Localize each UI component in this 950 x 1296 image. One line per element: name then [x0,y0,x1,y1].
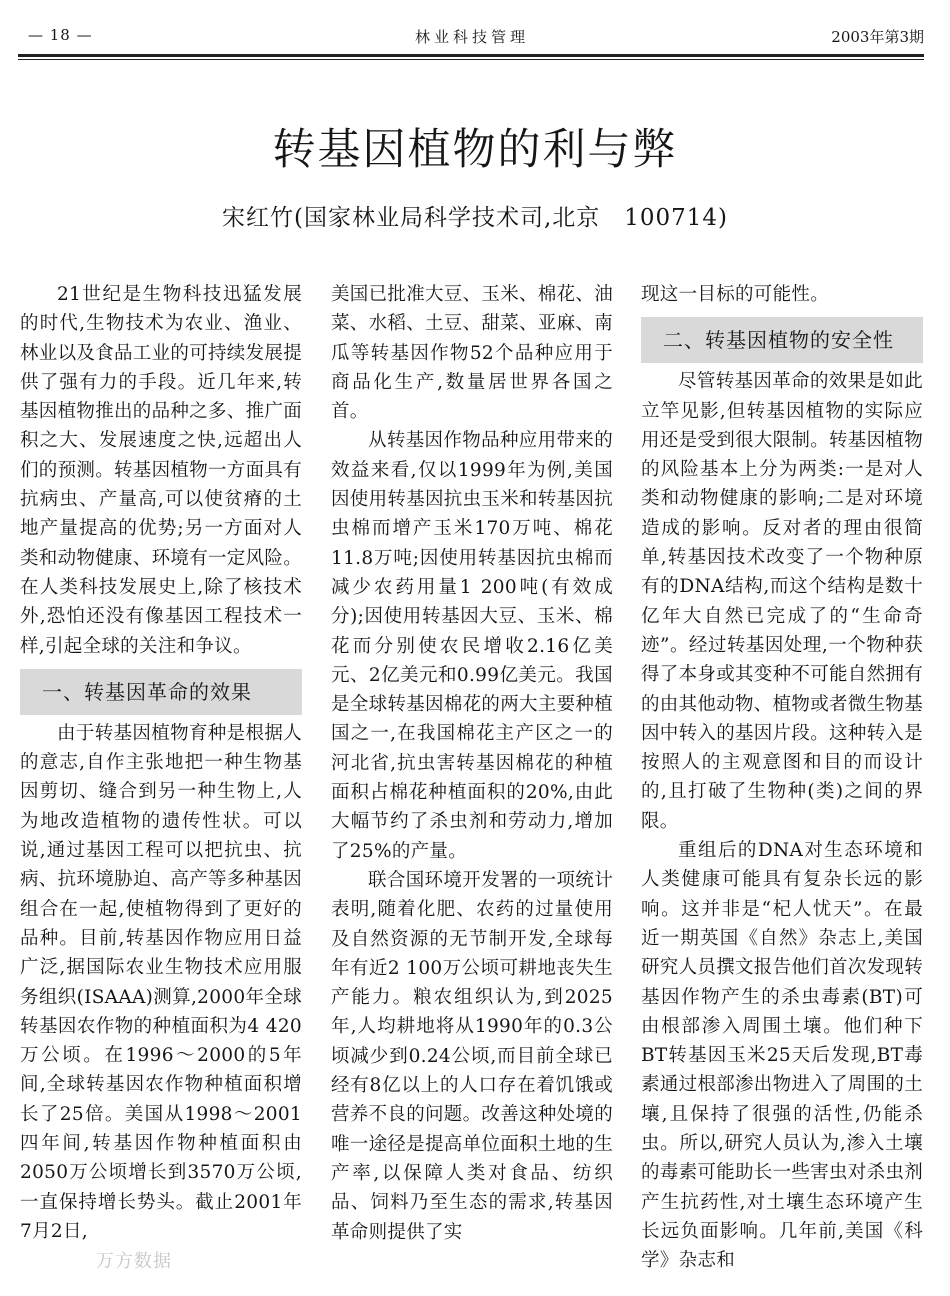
watermark: 万方数据 [96,1251,172,1272]
paragraph: 尽管转基因革命的效果是如此立竿见影,但转基因植物的实际应用还是受到很大限制。转基因植物的风险基本上分为两类:一是对人类和动物健康的影响;二是对环境造成的影响。反对者的理由很简单,转基因技术改变了一个物种原有的DNA结构,而这个结构是数十亿年大自然已完成了的“生命奇迹”。经过转基因处理,一个物种获得了本身或其变种不可能自然拥有的由其他动物、植物或者微生物基因中转入的基因片段。这种转入是按照人的主观意图和目的而设计的,且打破了生物种(类)之间的界限。 [641,371,924,832]
paragraph: 由于转基因植物育种是根据人的意志,自作主张地把一种生物基因剪切、缝合到另一种生物上,人为地改造植物的遗传性状。可以说,通过基因工程可以把抗虫、抗病、抗环境胁迫、高产等多种基因组合在一起,使植物得到了更好的品种。目前,转基因作物应用日益广泛,据国际农业生物技术应用服务组织(ISAAA)测算,2000年全球转基因农作物的种植面积为4 420万公顷。在1996～2000的5年间,全球转基因农作物种植面积增长了25倍。美国从1998～2001四年间,转基因作物种植面积由2050万公顷增长到3570万公顷,一直保持增长势头。截止2001年7月2日, [20,722,303,1242]
paragraph: 联合国环境开发署的一项统计表明,随着化肥、农药的过量使用及自然资源的无节制开发,全球每年有近2 100万公顷可耕地丧失生产能力。粮农组织认为,到2025年,人均耕地将从1990年的0.3公顷减少到0.24公顷,而目前全球已经有8亿以上的人口存在着饥饿或营养不良的问题。改善这种处境的唯一途径是提高单位面积土地的生产率,以保障人类对食品、纺织品、饲料乃至生态的需求,转基因革命则提供了实 [331,869,614,1243]
paragraph: 从转基因作物品种应用带来的效益来看,仅以1999年为例,美国因使用转基因抗虫玉米和转基因抗虫棉而增产玉米170万吨、棉花11.8万吨;因使用转基因抗虫棉而减少农药用量1 200吨(有效成分);因使用转基因大豆、玉米、棉花而分别使农民增收2.16亿美元、2亿美元和0.99亿美元。我国是全球转基因棉花的两大主要种植国之一,在我国棉花主产区之一的河北省,抗虫害转基因棉花的种植面积占棉花种植面积的20%,由此大幅节约了杀虫剂和劳动力,增加了25%的产量。 [331,430,614,862]
paragraph-continued: 美国已批准大豆、玉米、棉花、油菜、水稻、土豆、甜菜、亚麻、南瓜等转基因作物52个品种应用于商品化生产,数量居世界各国之首。 [331,284,614,423]
issue-label: 2003年第3期 [831,28,924,46]
section-heading-1: 一、转基因革命的效果 [20,669,302,715]
article-title: 转基因植物的利与弊 [272,125,678,175]
section-heading-2: 二、转基因植物的安全性 [641,317,923,363]
page-number: — 18 — [28,26,93,44]
paragraph-intro: 21世纪是生物科技迅猛发展的时代,生物技术为农业、渔业、林业以及食品工业的可持续发展提供了强有力的手段。近几年来,转基因植物推出的品种之多、推广面积之大、发展速度之快,远超出人们的预测。转基因植物一方面具有抗病虫、产量高,可以使贫瘠的土地产量提高的优势;另一方面对人类和动物健康、环境有一定风险。在人类科技发展史上,除了核技术外,恐怕还没有像基因工程技术一样,引起全球的关注和争议。 [20,284,303,657]
text-column-1 [20,280,302,1246]
text-column-2 [331,280,613,1247]
running-header [20,26,924,50]
paragraph-continued: 现这一目标的可能性。 [641,284,830,305]
author-affiliation: 宋红竹(国家林业局科学技术司,北京 100714) [221,205,729,231]
header-rule-thin [18,59,924,60]
paragraph: 重组后的DNA对生态环境和人类健康可能具有复杂长远的影响。这并非是“杞人忧天”。在最近一期英国《自然》杂志上,美国研究人员撰文报告他们首次发现转基因作物产生的杀虫毒素(BT)可由根部渗入周围土壤。他们种下BT转基因玉米25天后发现,BT毒素通过根部渗出物进入了周围的土壤,且保持了很强的活性,仍能杀虫。所以,研究人员认为,渗入土壤的毒素可能助长一些害虫对杀虫剂产生抗药性,对土壤生态环境产生长远负面影响。几年前,美国《科学》杂志和 [641,840,924,1272]
journal-name: 林业科技管理 [414,28,529,46]
text-column-3 [641,280,923,1276]
header-rule-thick [18,54,924,57]
